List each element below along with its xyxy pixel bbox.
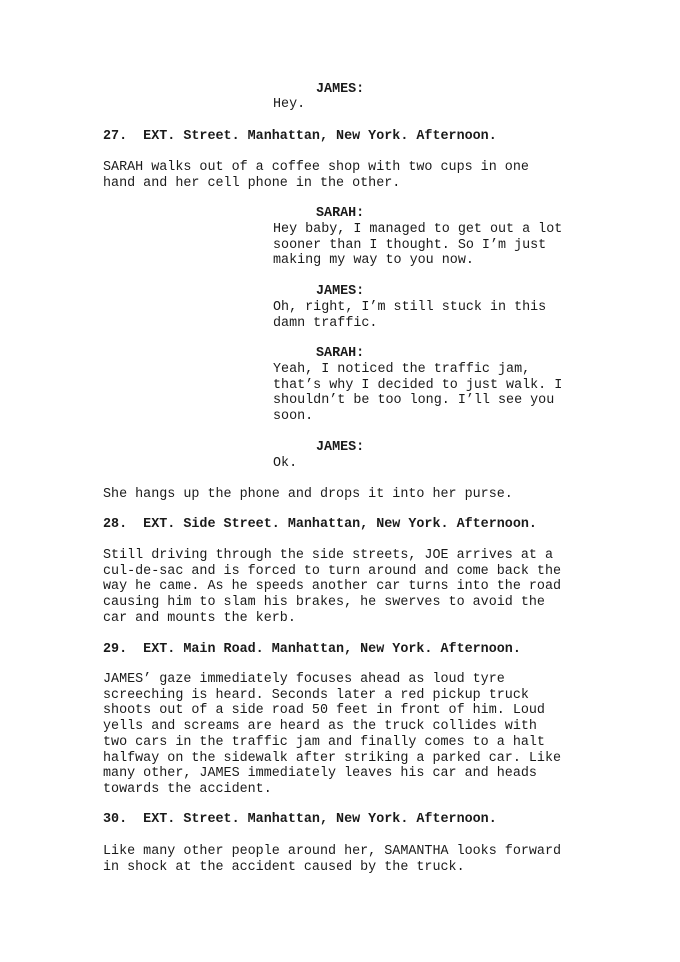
action-text: SARAH walks out of a coffee shop with two cups in one hand and her cell phone in the other. — [103, 160, 529, 191]
character-cue-sarah: SARAH: — [316, 346, 365, 361]
scene-heading-29: 29. EXT. Main Road. Manhattan, New York. Afternoon. — [103, 642, 521, 657]
action-text: Still driving through the side streets, JOE arrives at a cul-de-sac and is forced to turn around and come back the way he came. As he speeds another car turns into the road causing him to slam his brakes, he swerves to avoid the car and mounts the kerb. — [103, 548, 562, 626]
action-text: She hangs up the phone and drops it into her purse. — [103, 487, 513, 502]
scene-heading-27: 27. EXT. Street. Manhattan, New York. Afternoon. — [103, 129, 497, 144]
action-text: JAMES’ gaze immediately focuses ahead as loud tyre screeching is heard. Seconds later a red pickup truck shoots out of a side road 50 feet in front of him. Loud yells and screams are heard as the truck collides with two cars in the traffic jam and finally comes to a halt halfway on the sidewalk after striking a parked car. Like many other, JAMES immediately leaves his car and heads towards the accident. — [103, 672, 562, 797]
scene-heading-28: 28. EXT. Side Street. Manhattan, New York. Afternoon. — [103, 517, 537, 532]
character-cue-james: JAMES: — [316, 440, 365, 455]
dialogue-james: Oh, right, I’m still stuck in this damn traffic. — [273, 300, 547, 331]
action-text: Like many other people around her, SAMANTHA looks forward in shock at the accident caused by the truck. — [103, 844, 562, 875]
character-cue-james: JAMES: — [316, 284, 365, 299]
dialogue-sarah: Hey baby, I managed to get out a lot sooner than I thought. So I’m just making my way to you now. — [273, 222, 563, 269]
character-cue-sarah: SARAH: — [316, 206, 365, 221]
character-cue-james: JAMES: — [316, 82, 365, 97]
dialogue-sarah: Yeah, I noticed the traffic jam, that’s why I decided to just walk. I shouldn’t be too long. I’ll see you soon. — [273, 362, 563, 425]
dialogue-james: Hey. — [273, 97, 306, 112]
scene-heading-30: 30. EXT. Street. Manhattan, New York. Afternoon. — [103, 812, 497, 827]
dialogue-james: Ok. — [273, 456, 298, 471]
